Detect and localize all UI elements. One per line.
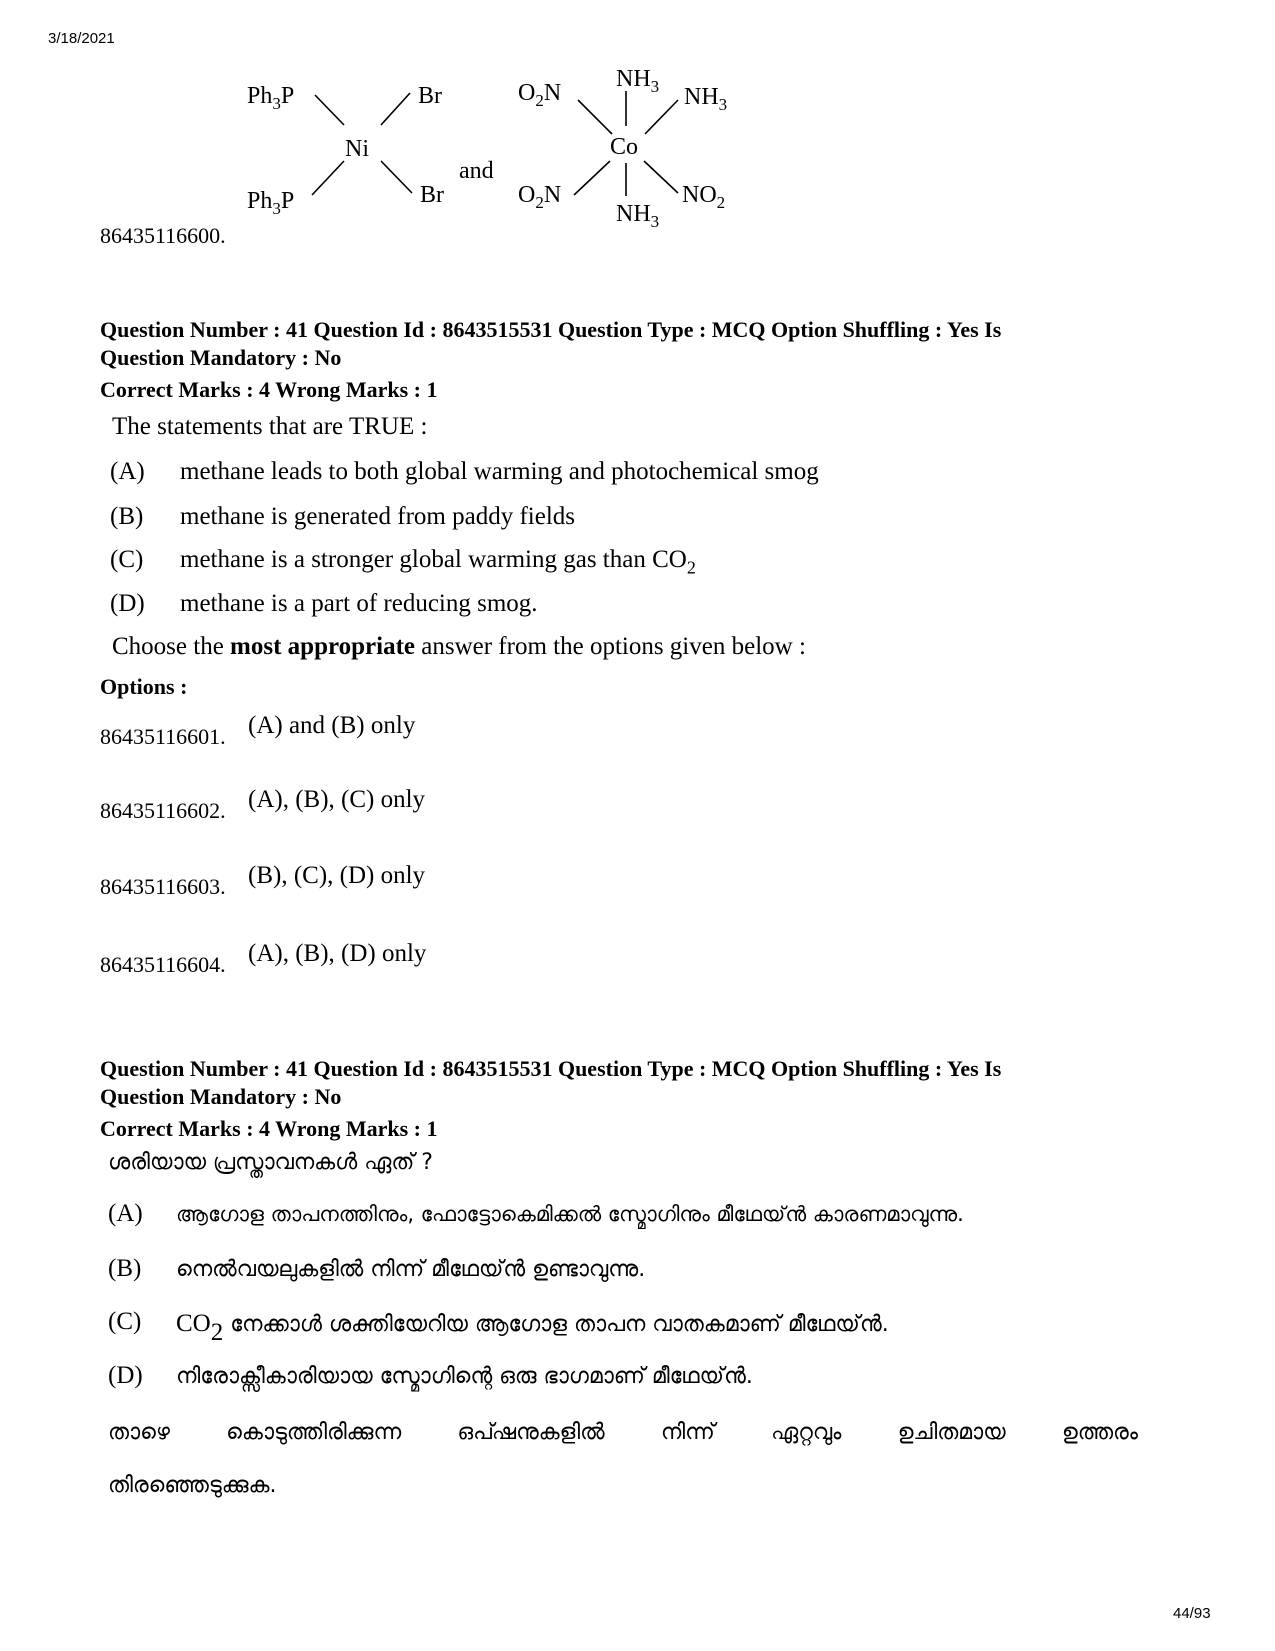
choose-instruction-en: [112, 633, 806, 661]
option-text: (A), (B), (C) only: [248, 786, 426, 813]
statement-c-en: [110, 546, 1210, 578]
ligand-nh3-bottom: $NH_3$: [616, 201, 660, 231]
statement-text-wrap: [176, 1310, 889, 1346]
print-date: 3/18/2021: [48, 30, 115, 47]
question-marks: Correct Marks : 4 Wrong Marks : 1: [100, 1116, 438, 1141]
option-text: (A), (B), (D) only: [248, 940, 427, 967]
choose-text-pre: Choose the: [112, 633, 231, 660]
statement-text: methane is generated from paddy fields: [180, 503, 575, 530]
statement-label: (C): [110, 546, 144, 573]
question-prompt-en: The statements that are TRUE :: [112, 413, 428, 440]
question-meta-line2: Question Mandatory : No: [100, 345, 342, 370]
ligand-no2: $NO_2$: [682, 182, 726, 212]
question-marks: Correct Marks : 4 Wrong Marks : 1: [100, 377, 438, 402]
choose-instruction-ml-line2: തിരഞ്ഞെടുക്കുക.: [108, 1473, 277, 1498]
and-connector: and: [459, 158, 494, 184]
statement-a-en: [110, 458, 1210, 490]
statement-b-en: [110, 503, 1210, 535]
statement-label: (C): [108, 1308, 142, 1335]
question-meta-line1: Question Number : 41 Question Id : 8643515531 Question Type : MCQ Option Shuffling : Yes Is: [100, 317, 1002, 342]
option-text: (B), (C), (D) only: [248, 862, 426, 889]
choose-text-bold: most appropriate: [230, 633, 415, 660]
subscript: 2: [686, 557, 696, 578]
option-number: 86435116601.: [100, 724, 226, 749]
statement-text: methane is a stronger global warming gas than CO: [180, 546, 687, 573]
statement-d-en: [110, 590, 1210, 622]
option-number-prev: 86435116600.: [100, 223, 226, 248]
statement-text: നെൽവയലുകളിൽ നിന്ന് മീഥേയ്ൻ ഉണ്ടാവുന്നു.: [176, 1257, 646, 1282]
nickel-complex: [247, 83, 444, 218]
page-number: 44/93: [1173, 1605, 1211, 1622]
statement-d-ml: [108, 1364, 1208, 1396]
ligand-nh3-right: $NH_3$: [684, 84, 728, 114]
metal-ni: Ni: [345, 136, 369, 162]
coordination-compounds-figure: [240, 60, 800, 240]
question-meta-line2: Question Mandatory : No: [100, 1084, 342, 1109]
options-label: Options :: [100, 674, 188, 699]
statement-text: നേക്കാൾ ശക്തിയേറിയ ആഗോള താപന വാതകമാണ് മീഥേയ്ൻ.: [223, 1312, 889, 1337]
statement-c-ml: [108, 1308, 1208, 1346]
question-meta-line1: Question Number : 41 Question Id : 8643515531 Question Type : MCQ Option Shuffling : Yes Is: [100, 1056, 1002, 1081]
ligand-ph3p-bottom: $Ph_3P$: [247, 188, 295, 218]
question-meta-en: [100, 316, 1001, 404]
statement-label: (D): [110, 590, 145, 617]
cobalt-complex: [518, 66, 727, 231]
ligand-o2n-bottom: $O_2N$: [518, 182, 562, 212]
metal-co: Co: [610, 134, 639, 160]
statement-text: methane leads to both global warming and photochemical smog: [180, 458, 819, 485]
statement-text: ആഗോള താപനത്തിനും, ഫോട്ടോകെമിക്കൽ സ്മോഗിനും മീഥേയ്ൻ കാരണമാവുന്നു.: [176, 1202, 964, 1226]
formula-co: CO: [176, 1310, 211, 1337]
option-text: (A) and (B) only: [248, 712, 416, 739]
ligand-nh3-top: $NH_3$: [616, 66, 660, 96]
statement-text-wrap: [180, 546, 696, 578]
statement-b-ml: [108, 1257, 1208, 1289]
ligand-o2n-top: $O_2N$: [518, 80, 562, 110]
question-meta-ml: [100, 1055, 1001, 1143]
option-number: 86435116603.: [100, 874, 226, 899]
statement-a-ml: [108, 1202, 1208, 1234]
ligand-br-top: Br: [418, 83, 442, 109]
statement-label: (B): [110, 503, 144, 530]
statement-label: (A): [110, 458, 145, 485]
statement-text: നിരോക്സീകാരിയായ സ്മോഗിന്റെ ഒരു ഭാഗമാണ് മീഥേയ്ൻ.: [176, 1364, 753, 1389]
statement-label: (A): [108, 1200, 143, 1227]
ligand-br-bottom: Br: [420, 182, 444, 208]
question-prompt-ml: ശരിയായ പ്രസ്താവനകൾ ഏത് ?: [108, 1150, 433, 1175]
option-number: 86435116604.: [100, 952, 226, 977]
option-number: 86435116602.: [100, 798, 226, 823]
statement-label: (D): [108, 1362, 143, 1389]
statement-label: (B): [108, 1255, 142, 1282]
choose-instruction-ml-line1: താഴെ കൊടുത്തിരിക്കുന്ന ഒപ്ഷനുകളിൽ നിന്ന് ഏറ്റവും ഉചിതമായ ഉത്തരം: [108, 1420, 1138, 1445]
choose-text-post: answer from the options given below :: [415, 633, 806, 660]
statement-text: methane is a part of reducing smog.: [180, 590, 538, 617]
subscript: 2: [210, 1318, 224, 1346]
ligand-ph3p-top: $Ph_3P$: [247, 83, 295, 113]
